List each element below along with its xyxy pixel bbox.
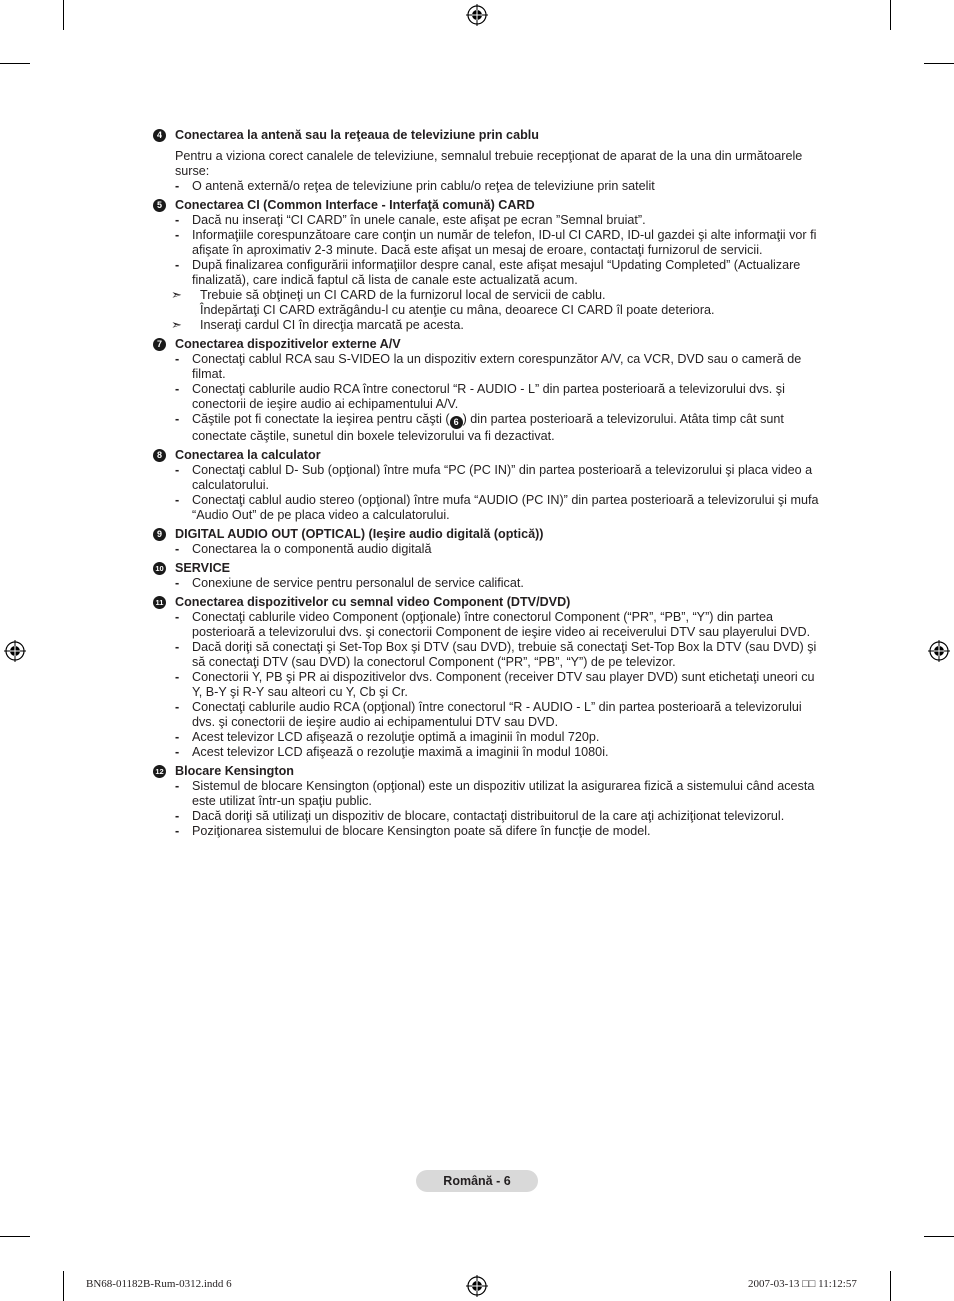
section-title: SERVICE [175, 561, 231, 575]
section-antenna [153, 128, 823, 194]
list-item: - Poziţionarea sistemului de blocare Kensington poate să difere în funcţie de model. [175, 824, 651, 838]
list-item: - Conectaţi cablurile audio RCA între conectorul “R - AUDIO - L” din partea posterioară a televizorului dvs. şi conectorii de ieşire audio ai echipamentului A/V. [175, 382, 785, 411]
list-item: - Dacă doriţi să utilizaţi un dispozitiv de blocare, contactaţi distribuitorul de la care aţi achiziţionat televizorul. [175, 809, 785, 823]
section-heading [153, 128, 823, 143]
section-title: Blocare Kensington [175, 764, 294, 778]
section-number-icon: 12 [153, 765, 166, 778]
section-component [153, 595, 823, 760]
list-item: - După finalizarea configurării informaţiilor despre canal, este afişat mesajul “Updating Completed” (Actualizare finalizată), care indică faptul că lista de canale este actualizată acum. [175, 258, 801, 287]
section-number-icon: 4 [153, 129, 166, 142]
timestamp: 2007-03-13 □□ 11:12:57 [748, 1278, 857, 1290]
section-number-icon: 7 [153, 338, 166, 351]
section-heading [153, 337, 823, 352]
section-title: Conectarea CI (Common Interface - Interfaţă comună) CARD [175, 198, 535, 212]
note-arrow-icon: ➣ [171, 317, 182, 332]
page-number-badge: Română - 6 [416, 1170, 538, 1192]
section-computer [153, 448, 823, 523]
registration-mark-icon [928, 640, 950, 662]
list-item: - Conectorii Y, PB şi PR ai dispozitivelor dvs. Component (receiver DTV sau player DVD) sunt etichetaţi uneori cu Y, B-Y şi R-Y sau alteori cu Y, Cb şi Cr. [175, 670, 815, 699]
section-title: Conectarea dispozitivelor cu semnal video Component (DTV/DVD) [175, 595, 571, 609]
section-title: Conectarea la calculator [175, 448, 321, 462]
section-heading [153, 527, 823, 542]
list-item: - Acest televizor LCD afişează o rezoluţie optimă a imaginii în modul 720p. [175, 730, 600, 744]
section-heading [153, 198, 823, 213]
list-item: - Conectarea la o componentă audio digitală [175, 542, 432, 556]
section-external-av [153, 337, 823, 444]
registration-mark-icon [466, 4, 488, 26]
section-heading [153, 764, 823, 779]
list-item: - Conectaţi cablurile audio RCA (opţional) între conectorul “R - AUDIO - L” din partea posterioară a televizorului dvs. şi conectorii de ieşire audio ai echipamentului DTV sau DVD. [175, 700, 802, 729]
section-number-icon: 8 [153, 449, 166, 462]
list-item: - Conexiune de service pentru personalul de service calificat. [175, 576, 524, 590]
section-ci-card [153, 198, 823, 333]
crop-mark [924, 1236, 954, 1237]
note: ➣ Trebuie să obţineţi un CI CARD de la furnizorul local de servicii de cablu. Îndepărtaţi CI CARD extrăgându-l cu atenţie cu mâna, deoarece CI CARD îl poate deteriora. [171, 287, 715, 317]
registration-mark-icon [466, 1275, 488, 1297]
page-content [153, 128, 823, 839]
section-heading [153, 595, 823, 610]
list-item: - Dacă nu inseraţi “CI CARD” în unele canale, este afişat pe ecran ”Semnal bruiat”. [175, 213, 646, 227]
list-item: - O antenă externă/o reţea de televiziune prin cablu/o reţea de televiziune prin satelit [175, 179, 655, 193]
section-title: Conectarea dispozitivelor externe A/V [175, 337, 401, 351]
crop-mark [890, 0, 891, 30]
section-number-icon: 5 [153, 199, 166, 212]
list-item: - Conectaţi cablul RCA sau S-VIDEO la un dispozitiv extern corespunzător A/V, ca VCR, DVD sau o cameră de filmat. [175, 352, 802, 381]
list-item: - Informaţiile corespunzătoare care conţin un număr de telefon, ID-ul CI CARD, ID-ul gazdei şi alte informaţii vor fi afişate în aproximativ 2-3 minute. Dacă este afişat un mesaj de eroare, contactaţi furnizorul de servicii. [175, 228, 817, 257]
crop-mark [0, 63, 30, 64]
section-number-icon: 11 [153, 596, 166, 609]
list-item: - Conectaţi cablul audio stereo (opţional) între mufa “AUDIO (PC IN)” din partea posterioară a televizorului şi mufa “Audio Out” de pe placa video a calculatorului. [175, 493, 819, 522]
list-item: - Sistemul de blocare Kensington (opţional) este un dispozitiv utilizat la asigurarea fizică a sistemului când acesta este utilizat într-un spaţiu public. [175, 779, 815, 808]
list-item: - Conectaţi cablurile video Component (opţionale) între conectorul Component (“PR”, “PB”, “Y”) din partea posterioară a televizorului dvs. şi conectorii Component de ieşire video ai receiverului DTV sau playerului DVD. [175, 610, 811, 639]
section-number-icon: 10 [153, 562, 166, 575]
crop-mark [924, 63, 954, 64]
file-name: BN68-01182B-Rum-0312.indd 6 [86, 1278, 232, 1290]
section-number-icon: 9 [153, 528, 166, 541]
registration-mark-icon [4, 640, 26, 662]
note: ➣ Inseraţi cardul CI în direcţia marcată pe acesta. [171, 317, 464, 332]
list-item: - Acest televizor LCD afişează o rezoluţie maximă a imaginii în modul 1080i. [175, 745, 609, 759]
crop-mark [890, 1271, 891, 1301]
section-digital-audio [153, 527, 823, 557]
section-intro: Pentru a viziona corect canalele de televiziune, semnalul trebuie recepţionat de aparat de la una din următoarele surse: [175, 149, 803, 178]
headphone-ref-icon: 6 [450, 416, 463, 429]
crop-mark [63, 1271, 64, 1301]
crop-mark [63, 0, 64, 30]
note-arrow-icon: ➣ [171, 287, 182, 302]
list-item: - Dacă doriţi să conectaţi şi Set-Top Box şi DTV (sau DVD), trebuie să conectaţi Set-Top Box la DTV (sau DVD) şi să conectaţi DTV (sau DVD) la conectorul Component (“PR”, “PB”, “Y”) de pe televizor. [175, 640, 817, 669]
section-heading [153, 561, 823, 576]
section-heading [153, 448, 823, 463]
list-item: - Căştile pot fi conectate la ieşirea pentru căşti ( 6 ) din partea posterioară a televizorului. Atâta timp cât sunt conectate căştile, sunetul din boxele televizorului va fi dezactivat. [175, 412, 784, 443]
section-title: DIGITAL AUDIO OUT (OPTICAL) (Ieşire audio digitală (optică)) [175, 527, 544, 541]
section-kensington [153, 764, 823, 839]
section-title: Conectarea la antenă sau la reţeaua de televiziune prin cablu [175, 128, 539, 142]
list-item: - Conectaţi cablul D- Sub (opţional) între mufa “PC (PC IN)” din partea posterioară a televizorului şi placa video a calculatorului. [175, 463, 813, 492]
crop-mark [0, 1236, 30, 1237]
section-service [153, 561, 823, 591]
